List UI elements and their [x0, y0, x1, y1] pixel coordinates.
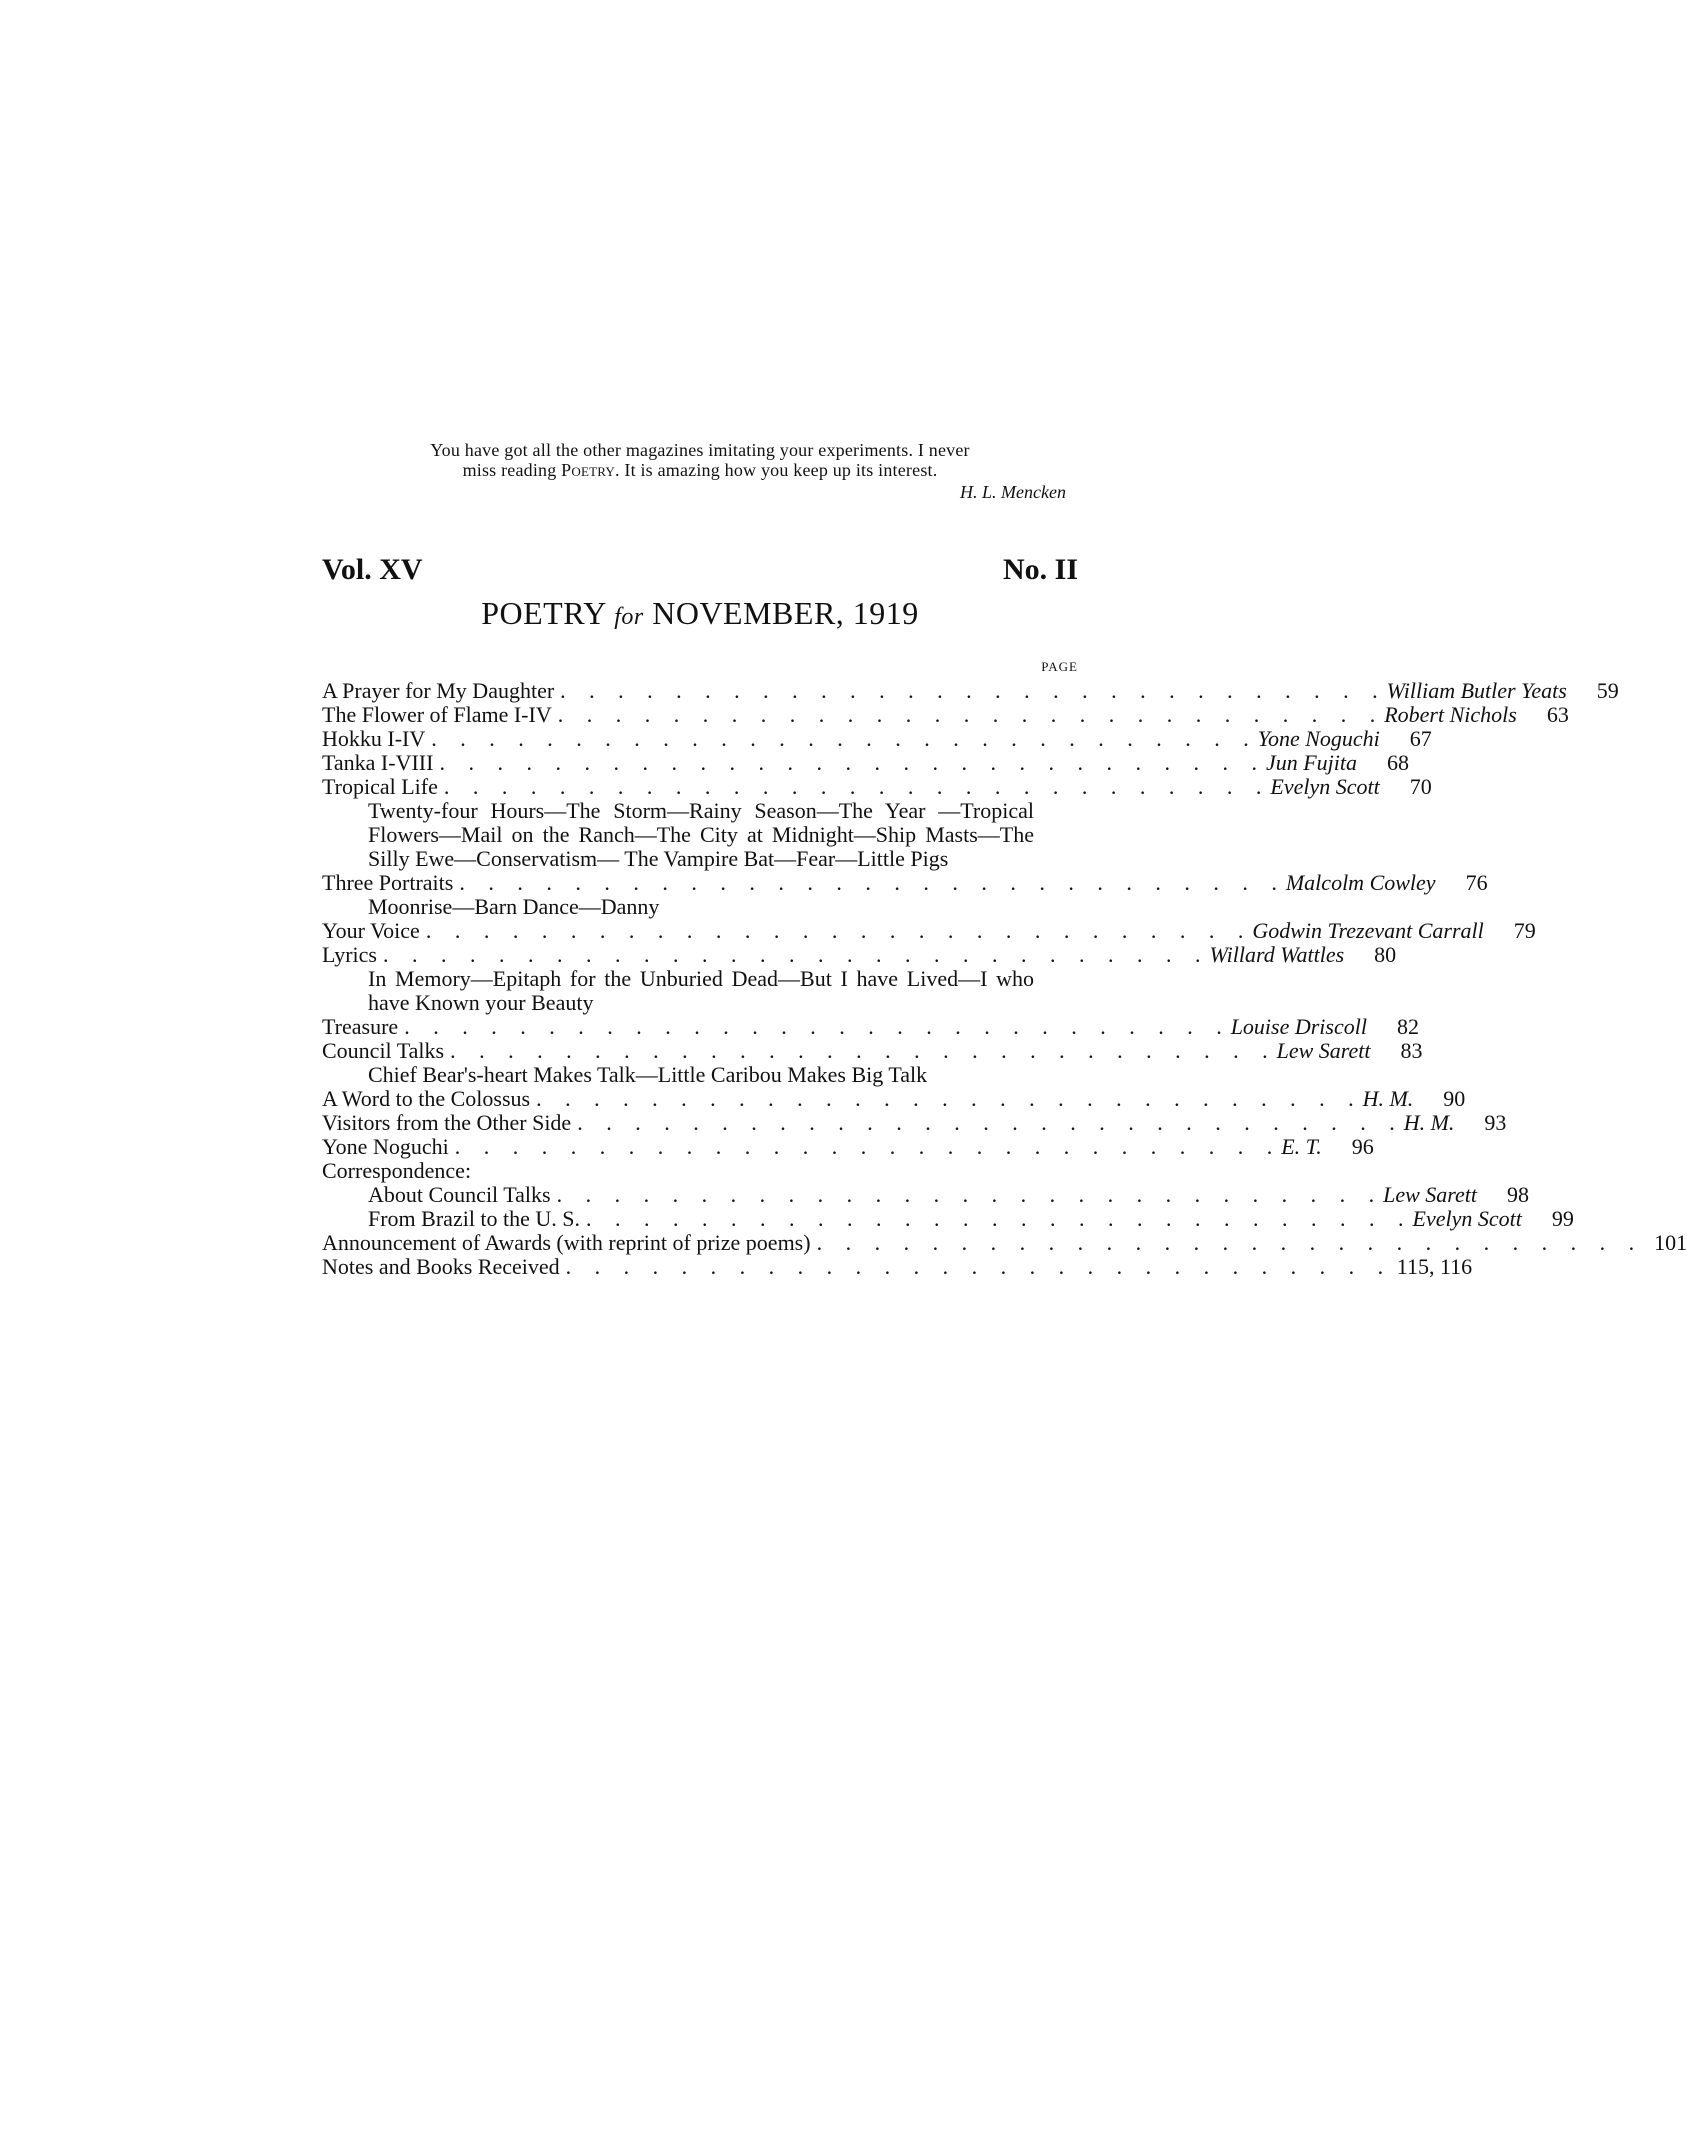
- toc-page: 68: [1387, 750, 1409, 775]
- toc-page: 76: [1465, 870, 1488, 895]
- dot-leader: . . . . . . . . . . . . . . . . . . . . . . . . . . . . .: [383, 942, 1210, 967]
- toc-page: 115, 116: [1396, 1254, 1473, 1279]
- toc-author: Evelyn Scott: [1412, 1206, 1522, 1231]
- toc-author: H. M.: [1362, 1086, 1414, 1111]
- toc-page: 82: [1396, 1014, 1419, 1039]
- toc-page: 99: [1551, 1206, 1574, 1231]
- table-of-contents: [322, 678, 1687, 1279]
- toc-page: 80: [1374, 942, 1397, 967]
- toc-entry: [322, 1110, 1507, 1135]
- toc-page: 67: [1409, 726, 1432, 751]
- toc-subentries: In Memory—Epitaph for the Unburied Dead—But I have Lived—I who have Known your Beauty: [368, 966, 1034, 1015]
- dot-leader: . . . . . . . . . . . . . . . . . . . . . . . . . . . . .: [816, 1230, 1644, 1255]
- toc-title: Lyrics: [322, 942, 377, 967]
- toc-entry: [322, 1086, 1466, 1111]
- epigraph-quote: [322, 440, 1078, 480]
- toc-page: 63: [1546, 702, 1569, 727]
- toc-entry: [322, 1182, 1530, 1207]
- quote-line-2-before: miss reading: [462, 460, 562, 480]
- toc-page: 83: [1400, 1038, 1423, 1063]
- quote-attribution: H. L. Mencken: [960, 482, 1066, 502]
- toc-title: Hokku I-IV: [322, 726, 426, 751]
- toc-section-label: [322, 1159, 1078, 1183]
- toc-entry: [322, 702, 1569, 727]
- dot-leader: . . . . . . . . . . . . . . . . . . . . . . . . . . . . .: [536, 1086, 1363, 1111]
- toc-page: 93: [1484, 1110, 1507, 1135]
- toc-page: 98: [1507, 1182, 1530, 1207]
- toc-entry: [322, 750, 1409, 775]
- toc-entry: [322, 1134, 1374, 1159]
- toc-author: Jun Fujita: [1265, 750, 1357, 775]
- toc-title: Your Voice: [322, 918, 420, 943]
- toc-entry: [322, 1230, 1687, 1255]
- toc-entry: [322, 918, 1536, 943]
- toc-entry: [322, 1254, 1473, 1279]
- issue-title: [322, 593, 1078, 637]
- toc-title: Visitors from the Other Side: [322, 1110, 572, 1135]
- quote-line-2-after: . It is amazing how you keep up its interest.: [614, 460, 938, 480]
- toc-entry: [322, 1206, 1574, 1231]
- issue-title-for: for: [614, 604, 644, 630]
- dot-leader: . . . . . . . . . . . . . . . . . . . . . . . . . . . . .: [443, 774, 1271, 799]
- toc-subentries: Chief Bear's-heart Makes Talk—Little Caribou Makes Big Talk: [368, 1062, 928, 1087]
- toc-page: 96: [1351, 1134, 1374, 1159]
- toc-author: Yone Noguchi: [1257, 726, 1380, 751]
- correspondence-label: Correspondence:: [322, 1158, 472, 1183]
- toc-author: Godwin Trezevant Carrall: [1252, 918, 1484, 943]
- toc-author: Robert Nichols: [1384, 702, 1517, 727]
- dot-leader: . . . . . . . . . . . . . . . . . . . . . . . . . . . . .: [565, 1254, 1393, 1279]
- toc-entry: [322, 726, 1432, 751]
- toc-title: From Brazil to the U. S.: [368, 1206, 581, 1231]
- toc-title: Announcement of Awards (with reprint of prize poems): [322, 1230, 811, 1255]
- toc-title: Yone Noguchi: [322, 1134, 449, 1159]
- toc-title: Council Talks: [322, 1038, 445, 1063]
- toc-entry: [322, 678, 1619, 703]
- toc-title: The Flower of Flame I-IV: [322, 702, 552, 727]
- toc-author: Louise Driscoll: [1230, 1014, 1367, 1039]
- toc-title: A Prayer for My Daughter: [322, 678, 555, 703]
- toc-author: E. T.: [1281, 1134, 1322, 1159]
- volume-label: Vol. XV: [322, 553, 423, 586]
- page-column-label: PAGE: [1041, 659, 1078, 674]
- dot-leader: . . . . . . . . . . . . . . . . . . . . . . . . . . . . .: [459, 870, 1286, 895]
- toc-author: William Butler Yeats: [1386, 678, 1567, 703]
- dot-leader: . . . . . . . . . . . . . . . . . . . . . . . . . . . . .: [557, 702, 1385, 727]
- volume-row: [322, 553, 1078, 593]
- dot-leader: . . . . . . . . . . . . . . . . . . . . . . . . . . . . .: [404, 1014, 1231, 1039]
- toc-author: Evelyn Scott: [1270, 774, 1380, 799]
- toc-title: Tropical Life: [322, 774, 438, 799]
- toc-author: Lew Sarett: [1276, 1038, 1371, 1063]
- toc-page: 101: [1654, 1230, 1687, 1255]
- toc-subentries: Moonrise—Barn Dance—Danny: [368, 894, 660, 919]
- toc-author: H. M.: [1403, 1110, 1455, 1135]
- toc-entry: [322, 1014, 1419, 1039]
- toc-title: About Council Talks: [368, 1182, 551, 1207]
- toc-author: Willard Wattles: [1209, 942, 1345, 967]
- toc-author: Lew Sarett: [1383, 1182, 1478, 1207]
- quote-magazine-name: Poetry: [561, 460, 615, 480]
- dot-leader: . . . . . . . . . . . . . . . . . . . . . . . . . . . . .: [439, 750, 1266, 775]
- toc-title: Treasure: [322, 1014, 399, 1039]
- toc-title: Tanka I-VIII: [322, 750, 434, 775]
- dot-leader: . . . . . . . . . . . . . . . . . . . . . . . . . . . . .: [450, 1038, 1277, 1063]
- dot-leader: . . . . . . . . . . . . . . . . . . . . . . . . . . . . .: [425, 918, 1253, 943]
- issue-title-date: NOVEMBER, 1919: [652, 595, 919, 631]
- toc-title: A Word to the Colossus: [322, 1086, 531, 1111]
- toc-entry: [322, 1038, 1423, 1063]
- dot-leader: . . . . . . . . . . . . . . . . . . . . . . . . . . . . .: [454, 1134, 1282, 1159]
- toc-title: Three Portraits: [322, 870, 454, 895]
- issue-number: No. II: [1002, 553, 1078, 586]
- toc-entry: [322, 942, 1397, 967]
- dot-leader: . . . . . . . . . . . . . . . . . . . . . . . . . . . . .: [431, 726, 1258, 751]
- dot-leader: . . . . . . . . . . . . . . . . . . . . . . . . . . . . .: [577, 1110, 1404, 1135]
- dot-leader: . . . . . . . . . . . . . . . . . . . . . . . . . . . . .: [586, 1206, 1413, 1231]
- toc-title: Notes and Books Received: [322, 1254, 560, 1279]
- toc-page: 90: [1443, 1086, 1466, 1111]
- toc-entry: [322, 870, 1488, 895]
- toc-page: 79: [1513, 918, 1536, 943]
- toc-author: Malcolm Cowley: [1285, 870, 1436, 895]
- dot-leader: . . . . . . . . . . . . . . . . . . . . . . . . . . . . .: [556, 1182, 1384, 1207]
- toc-page: 59: [1596, 678, 1619, 703]
- toc-subentries: Twenty-four Hours—The Storm—Rainy Season—The Year —Tropical Flowers—Mail on the Ranch—The City at Midnight—Ship Masts—The Silly Ewe—Conservatism— The Vampire Bat—Fear—Little Pigs: [368, 798, 1034, 871]
- toc-entry: [322, 774, 1432, 799]
- issue-title-magazine: POETRY: [481, 595, 606, 631]
- toc-page: 70: [1409, 774, 1432, 799]
- quote-line-2: [322, 460, 1078, 480]
- quote-line-1: You have got all the other magazines imitating your experiments. I never: [430, 440, 970, 460]
- dot-leader: . . . . . . . . . . . . . . . . . . . . . . . . . . . . .: [560, 678, 1387, 703]
- magazine-page: [322, 440, 1687, 1279]
